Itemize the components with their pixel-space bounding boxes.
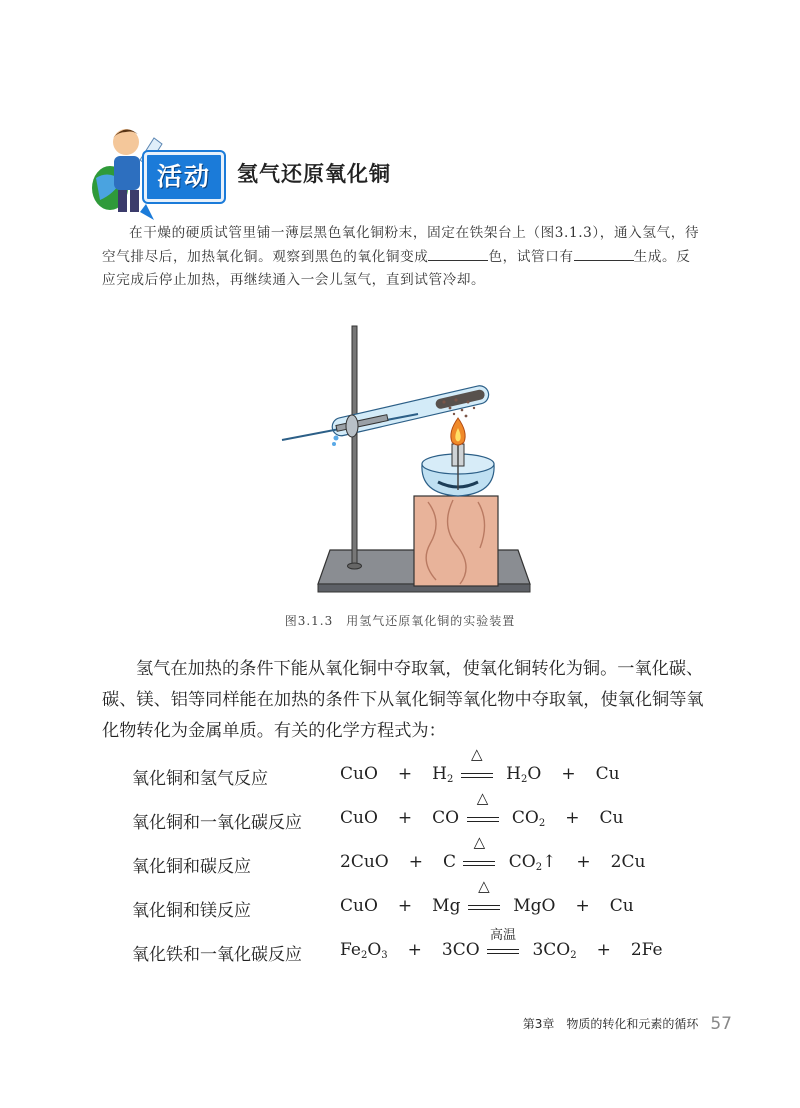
equation-label: 氧化铜和氢气反应 bbox=[132, 769, 268, 789]
equation-row-2 bbox=[132, 788, 732, 834]
apparatus-figure bbox=[268, 322, 538, 604]
wooden-block bbox=[414, 496, 498, 586]
equation-row-4 bbox=[132, 876, 732, 922]
body-paragraph: 氢气在加热的条件下能从氧化铜中夺取氧，使氧化铜转化为铜。一氧化碳、碳、镁、铝等同样能在加热的条件下从氧化铜等氧化物中夺取氧，使氧化铜等氧化物转化为金属单质。有关的化学方程式为： bbox=[102, 659, 704, 741]
heating-condition: △ bbox=[465, 809, 501, 829]
equation-label: 氧化铜和镁反应 bbox=[132, 901, 251, 921]
chemical-equation: 2CuO + C △ $CO_2↑ + 2Cu$ bbox=[340, 832, 646, 873]
equation-row-5 bbox=[132, 927, 732, 966]
chemical-equation: CuO + CO △ $CO_2 + Cu$ bbox=[340, 788, 624, 829]
heating-condition: △ bbox=[459, 765, 495, 785]
equation-label: 氧化铜和一氧化碳反应 bbox=[132, 813, 302, 833]
high-temperature-condition: 高温 bbox=[485, 941, 521, 961]
intro-paragraph bbox=[102, 222, 702, 293]
equation-row-1 bbox=[132, 744, 732, 790]
equation-label: 氧化铜和碳反应 bbox=[132, 857, 251, 877]
heating-condition: △ bbox=[466, 897, 502, 917]
intro-text-2: 色，试管口有 bbox=[488, 248, 574, 265]
page-number: 57 bbox=[710, 1014, 732, 1034]
page-footer bbox=[523, 1014, 732, 1034]
activity-badge: 活动 bbox=[144, 152, 224, 202]
chemical-equation: CuO + $H_2$ △ $H_2O + Cu$ bbox=[340, 744, 620, 785]
gas-arrow: ↑ bbox=[542, 852, 557, 872]
intro-text-1: 在干燥的硬质试管里铺一薄层黑色氧化铜粉末，固定在铁架台上（图3.1.3），通入氢气，待空气排尽后，加热氧化铜。观察到黑色的氧化铜变成 bbox=[102, 225, 700, 265]
chapter-title: 第3章 物质的转化和元素的循环 bbox=[522, 1017, 699, 1031]
equation-row-3 bbox=[132, 832, 732, 878]
intro-text-3: 生成。反应完成后停止加热，再继续通入一会儿氢气，直到试管冷却。 bbox=[102, 248, 691, 288]
fill-blank-product[interactable] bbox=[574, 248, 634, 261]
fill-blank-color[interactable] bbox=[428, 248, 488, 261]
heating-condition: △ bbox=[461, 853, 497, 873]
chemical-equation: CuO + Mg △ MgO + Cu bbox=[340, 876, 634, 916]
equation-label: 氧化铁和一氧化碳反应 bbox=[132, 945, 302, 965]
activity-title: 氢气还原氧化铜 bbox=[237, 162, 391, 186]
chemical-equation: $Fe_2O_3 + 3CO$ 高温 $3CO_2 + 2Fe$ bbox=[340, 927, 663, 961]
figure-caption: 图3.1.3 用氢气还原氧化铜的实验装置 bbox=[284, 614, 516, 628]
iron-stand-rod bbox=[352, 326, 357, 566]
